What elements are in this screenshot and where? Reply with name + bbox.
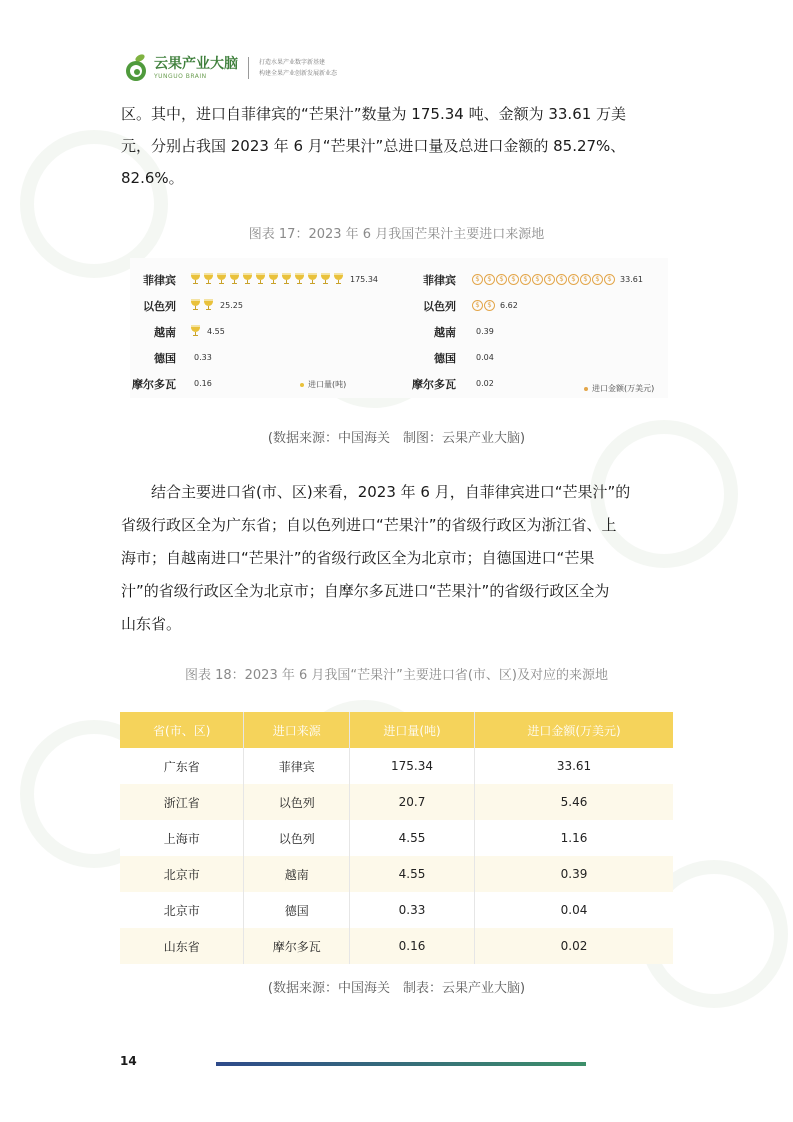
table-cell: 德国 xyxy=(244,892,350,928)
table-cell: 4.55 xyxy=(350,820,475,856)
table-cell: 33.61 xyxy=(475,748,674,784)
pictogram-value: 25.25 xyxy=(220,300,243,310)
dollar-coin-icon: $ xyxy=(592,274,603,285)
table-cell: 北京市 xyxy=(120,892,244,928)
juice-cup-icon xyxy=(190,325,201,337)
pictogram-row xyxy=(472,297,518,313)
paragraph-line: 山东省。 xyxy=(121,615,182,633)
table-cell: 北京市 xyxy=(120,856,244,892)
dollar-coin-icon: $ xyxy=(520,274,531,285)
table-cell: 广东省 xyxy=(120,748,244,784)
page-number: 14 xyxy=(120,1054,137,1068)
table-row xyxy=(120,820,673,856)
legend-value xyxy=(584,383,654,394)
table-cell: 4.55 xyxy=(350,856,475,892)
dollar-coin-icon: $ xyxy=(472,300,483,311)
juice-cup-icon xyxy=(216,273,227,285)
juice-cup-icon xyxy=(320,273,331,285)
table-source: (数据来源：中国海关 制表：云果产业大脑) xyxy=(267,981,526,996)
table-cell: 0.02 xyxy=(475,928,674,964)
table-cell: 上海市 xyxy=(120,820,244,856)
dollar-coin-icon: $ xyxy=(580,274,591,285)
paragraph-line: 海市；自越南进口“芒果汁”的省级行政区全为北京市；自德国进口“芒果 xyxy=(121,549,595,567)
brand-name-en: YUNGUO BRAIN xyxy=(154,72,207,80)
country-label: 以色列 xyxy=(423,300,456,313)
table-row xyxy=(120,784,673,820)
brand-header xyxy=(122,50,337,86)
brand-name: 云果产业大脑 xyxy=(154,55,238,72)
juice-cup-icon xyxy=(203,273,214,285)
country-label: 菲律宾 xyxy=(143,274,176,287)
body-paragraph xyxy=(121,478,681,638)
paragraph-line: 82.6%。 xyxy=(121,169,184,187)
paragraph-line: 结合主要进口省(市、区)来看，2023 年 6 月，自菲律宾进口“芒果汁”的 xyxy=(151,483,631,501)
dollar-coin-icon: $ xyxy=(508,274,519,285)
juice-cup-icon xyxy=(294,273,305,285)
slogan-line: 构建全果产业创新发展新业态 xyxy=(259,70,338,77)
table-cell: 0.16 xyxy=(350,928,475,964)
juice-cup-icon xyxy=(229,273,240,285)
table-header-row xyxy=(120,712,673,748)
pictogram-row xyxy=(472,323,494,339)
dollar-coin-icon: $ xyxy=(568,274,579,285)
paragraph-line: 区。其中，进口自菲律宾的“芒果汁”数量为 175.34 吨、金额为 33.61 万美 xyxy=(121,105,627,123)
juice-cup-icon xyxy=(190,299,201,311)
juice-cup-icon xyxy=(281,273,292,285)
table-cell: 以色列 xyxy=(244,820,350,856)
country-label: 德国 xyxy=(154,352,176,365)
pictogram-value: 0.04 xyxy=(476,352,494,362)
paragraph-line: 元，分别占我国 2023 年 6 月“芒果汁”总进口量及总进口金额的 85.27%、 xyxy=(121,137,626,155)
legend-label: 进口量(吨) xyxy=(308,380,347,389)
table-cell: 以色列 xyxy=(244,784,350,820)
column-header: 省(市、区) xyxy=(120,712,244,748)
dollar-coin-icon: $ xyxy=(496,274,507,285)
pictogram-row xyxy=(190,271,378,287)
paragraph-line: 汁”的省级行政区全为北京市；自摩尔多瓦进口“芒果汁”的省级行政区全为 xyxy=(121,582,610,600)
table-row xyxy=(120,856,673,892)
dollar-coin-icon: $ xyxy=(532,274,543,285)
pictogram-value: 33.61 xyxy=(620,274,643,284)
pictogram-value: 0.16 xyxy=(194,378,212,388)
table-row xyxy=(120,892,673,928)
legend-label: 进口金额(万美元) xyxy=(592,384,655,393)
body-paragraph xyxy=(121,100,681,192)
dollar-coin-icon: $ xyxy=(472,274,483,285)
juice-cup-icon xyxy=(190,273,201,285)
juice-cup-icon xyxy=(242,273,253,285)
column-header: 进口量(吨) xyxy=(350,712,475,748)
pictogram-row xyxy=(472,271,643,287)
table-cell: 摩尔多瓦 xyxy=(244,928,350,964)
legend-volume xyxy=(300,379,346,390)
header-divider xyxy=(248,57,249,79)
juice-cup-icon xyxy=(307,273,318,285)
pictogram-value: 0.39 xyxy=(476,326,494,336)
table-row xyxy=(120,928,673,964)
dollar-coin-icon: $ xyxy=(544,274,555,285)
table-cell: 菲律宾 xyxy=(244,748,350,784)
country-label: 菲律宾 xyxy=(423,274,456,287)
pictogram-row xyxy=(472,375,494,391)
pictogram-value: 4.55 xyxy=(207,326,225,336)
table-cell: 0.04 xyxy=(475,892,674,928)
footer-bar xyxy=(216,1062,586,1066)
pictogram-value: 175.34 xyxy=(350,274,378,284)
pictogram-row xyxy=(190,349,212,365)
country-label: 摩尔多瓦 xyxy=(132,378,176,391)
table-cell: 0.39 xyxy=(475,856,674,892)
pictogram-row xyxy=(190,297,243,313)
table-cell: 175.34 xyxy=(350,748,475,784)
pictogram-row xyxy=(472,349,494,365)
legend-dot xyxy=(584,387,588,391)
table-cell: 1.16 xyxy=(475,820,674,856)
table-cell: 5.46 xyxy=(475,784,674,820)
table-cell: 20.7 xyxy=(350,784,475,820)
dollar-coin-icon: $ xyxy=(556,274,567,285)
table-cell: 越南 xyxy=(244,856,350,892)
dollar-coin-icon: $ xyxy=(484,300,495,311)
dollar-coin-icon: $ xyxy=(604,274,615,285)
juice-cup-icon xyxy=(255,273,266,285)
juice-cup-icon xyxy=(203,299,214,311)
brand-logo-icon xyxy=(122,53,150,83)
dollar-coin-icon: $ xyxy=(484,274,495,285)
pictogram-value: 0.33 xyxy=(194,352,212,362)
table-cell: 0.33 xyxy=(350,892,475,928)
country-label: 越南 xyxy=(154,326,176,339)
country-label: 德国 xyxy=(434,352,456,365)
paragraph-line: 省级行政区全为广东省；自以色列进口“芒果汁”的省级行政区为浙江省、上 xyxy=(121,516,617,534)
column-header: 进口金额(万美元) xyxy=(475,712,674,748)
pictogram-row xyxy=(190,323,225,339)
table-cell: 山东省 xyxy=(120,928,244,964)
table-caption: 图表 18：2023 年 6 月我国“芒果汁”主要进口省(市、区)及对应的来源地 xyxy=(184,668,609,683)
table-row xyxy=(120,748,673,784)
pictogram-row xyxy=(190,375,212,391)
country-label: 以色列 xyxy=(143,300,176,313)
country-label: 越南 xyxy=(434,326,456,339)
table-cell: 浙江省 xyxy=(120,784,244,820)
slogan-line: 打造水果产业数字新基建 xyxy=(259,59,326,66)
pictogram-value: 0.02 xyxy=(476,378,494,388)
pictogram-value: 6.62 xyxy=(500,300,518,310)
juice-cup-icon xyxy=(333,273,344,285)
juice-cup-icon xyxy=(268,273,279,285)
figure-source: (数据来源：中国海关 制图：云果产业大脑) xyxy=(267,431,526,446)
legend-dot xyxy=(300,383,304,387)
figure-caption: 图表 17：2023 年 6 月我国芒果汁主要进口来源地 xyxy=(248,227,545,242)
column-header: 进口来源 xyxy=(244,712,350,748)
country-label: 摩尔多瓦 xyxy=(412,378,456,391)
province-import-table xyxy=(120,712,673,964)
